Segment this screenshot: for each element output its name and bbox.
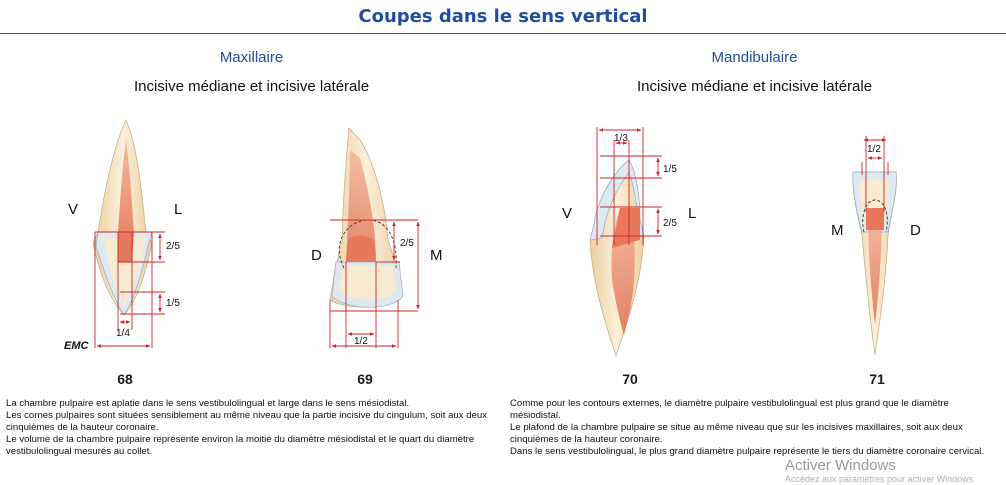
maxillaire-description — [6, 398, 498, 458]
fig68-ratio-bottom: 1/5 — [166, 298, 180, 309]
activation-watermark-subtitle: Accédez aux paramètres pour activer Windows — [785, 474, 974, 484]
fig69-label-d: D — [311, 247, 322, 264]
figure-number-71: 71 — [869, 371, 885, 387]
figure-71-tooth — [853, 172, 897, 355]
fig70-label-v: V — [562, 205, 573, 222]
mandibulaire-description — [510, 398, 1002, 458]
fig70-ratio-b: 2/5 — [663, 218, 677, 229]
fig68-ratio-width: 1/4 — [116, 328, 130, 339]
fig69-ratio-width: 1/2 — [354, 336, 368, 347]
section-maxillaire: Maxillaire — [219, 49, 284, 66]
fig70-ratio-top: 1/3 — [614, 133, 628, 144]
emc-logo: EMC — [64, 340, 89, 352]
maxillaire-paragraph-2: Les cornes pulpaires sont situées sensiblement au même niveau que la partie incisive du cingulum, soit aux deux cinquièmes de la hauteur coronaire. — [6, 410, 488, 433]
fig70-label-l: L — [688, 205, 697, 222]
maxillaire-paragraph-1: La chambre pulpaire est aplatie dans le sens vestibulolingual et large dans le sens mésiodistal. — [6, 398, 410, 409]
figure-69-tooth — [330, 128, 403, 307]
mandibulaire-paragraph-3: Dans le sens vestibulolingual, le plus grand diamètre pulpaire représente le tiers du diamètre coronaire cervical. — [510, 446, 985, 457]
figure-68-tooth — [93, 120, 152, 315]
fig68-label-l: L — [174, 201, 183, 218]
fig71-label-d: D — [910, 222, 921, 239]
fig68-ratio-top: 2/5 — [166, 241, 180, 252]
subtitle-mandibulaire: Incisive médiane et incisive latérale — [636, 78, 873, 95]
fig71-label-m: M — [831, 222, 844, 239]
fig70-ratio-a: 1/5 — [663, 164, 677, 175]
page-title: Coupes dans le sens vertical — [358, 6, 648, 27]
fig69-ratio-height: 2/5 — [400, 238, 414, 249]
fig71-ratio-top: 1/2 — [867, 144, 881, 155]
mandibulaire-paragraph-1: Comme pour les contours externes, le diamètre pulpaire vestibulolingual est plus grand que le diamètre mésiodistal. — [510, 398, 949, 421]
subtitle-maxillaire: Incisive médiane et incisive latérale — [133, 78, 370, 95]
section-mandibulaire: Mandibulaire — [711, 49, 798, 66]
mandibulaire-paragraph-2: Le plafond de la chambre pulpaire se situe au même niveau que sur les incisives maxillaires, soit aux deux cinquièmes de la hauteur coronaire. — [510, 422, 963, 445]
activation-watermark-title: Activer Windows — [785, 457, 896, 474]
figure-number-69: 69 — [357, 371, 373, 387]
maxillaire-paragraph-3: Le volume de la chambre pulpaire représente environ la moitié du diamètre mésiodistal et le quart du diamètre vestibulolingual mesurés au collet. — [6, 434, 475, 457]
figure-number-70: 70 — [622, 371, 638, 387]
fig68-label-v: V — [68, 201, 79, 218]
fig69-label-m: M — [430, 247, 443, 264]
figure-number-68: 68 — [117, 371, 133, 387]
figure-70-tooth — [590, 160, 644, 356]
